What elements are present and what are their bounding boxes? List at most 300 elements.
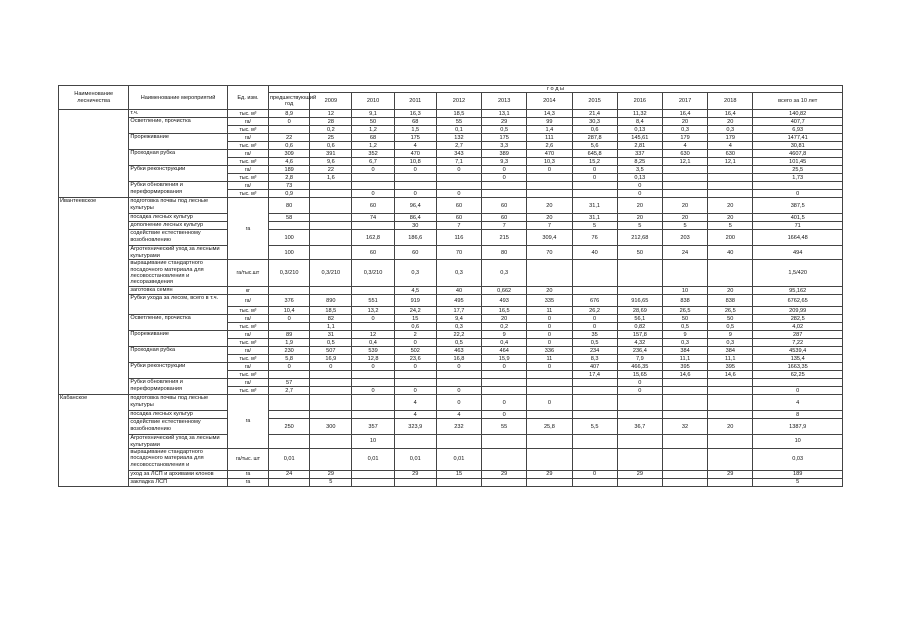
value-cell: 111 xyxy=(527,134,572,142)
activity-cell: Рубки ухода за лесом, всего в т.ч. xyxy=(129,295,227,315)
value-cell xyxy=(662,479,707,487)
table-row xyxy=(59,449,843,471)
total-cell: 401,5 xyxy=(753,214,843,222)
value-cell xyxy=(352,174,394,182)
value-cell: 2 xyxy=(394,331,436,339)
value-cell: 0 xyxy=(352,387,394,395)
value-cell: 20 xyxy=(617,198,662,214)
table-row xyxy=(59,287,843,295)
activity-cell: Проходная рубка xyxy=(129,347,227,363)
table-row xyxy=(59,118,843,126)
value-cell xyxy=(527,411,572,419)
value-cell: 60 xyxy=(482,198,527,214)
unit-cell: тыс. м³ xyxy=(227,126,268,134)
value-cell: 31 xyxy=(310,331,352,339)
activity-cell: Осветление, прочистка xyxy=(129,315,227,331)
value-cell xyxy=(310,449,352,471)
value-cell xyxy=(269,287,310,295)
total-cell: 0 xyxy=(753,387,843,395)
unit-cell: га/ xyxy=(227,134,268,142)
value-cell: 0 xyxy=(352,363,394,371)
value-cell xyxy=(269,479,310,487)
value-cell xyxy=(482,449,527,471)
value-cell: 0,662 xyxy=(482,287,527,295)
value-cell xyxy=(352,182,394,190)
value-cell: 384 xyxy=(662,347,707,355)
value-cell: 20 xyxy=(662,198,707,214)
value-cell: 189 xyxy=(269,166,310,174)
unit-cell: га xyxy=(227,198,268,260)
unit-cell: тыс. м³ xyxy=(227,387,268,395)
value-cell: 0,01 xyxy=(394,449,436,471)
activity-cell: выращивание стандартного посадочного материала для лесовосстановления и лесоразведения xyxy=(129,260,227,287)
value-cell: 9 xyxy=(482,331,527,339)
value-cell xyxy=(662,471,707,479)
value-cell: 336 xyxy=(527,347,572,355)
activity-cell: подготовка почвы под лесные культуры xyxy=(129,395,227,411)
value-cell: 5 xyxy=(572,222,617,230)
value-cell xyxy=(527,182,572,190)
value-cell: 55 xyxy=(436,118,481,126)
value-cell: 0,1 xyxy=(436,126,481,134)
value-cell: 0 xyxy=(527,323,572,331)
value-cell: 250 xyxy=(269,419,310,435)
value-cell: 337 xyxy=(617,150,662,158)
value-cell: 18,5 xyxy=(310,307,352,315)
value-cell: 29 xyxy=(617,471,662,479)
activity-cell: дополнение лесных культур xyxy=(129,222,227,230)
value-cell: 676 xyxy=(572,295,617,307)
header-year: 2016 xyxy=(617,93,662,110)
total-cell: 387,5 xyxy=(753,198,843,214)
value-cell: 0,3 xyxy=(662,339,707,347)
value-cell: 236,4 xyxy=(617,347,662,355)
value-cell: 11,1 xyxy=(708,355,753,363)
value-cell: 9 xyxy=(708,331,753,339)
value-cell: 60 xyxy=(482,214,527,222)
value-cell: 7 xyxy=(436,222,481,230)
value-cell: 20 xyxy=(617,214,662,222)
value-cell: 0 xyxy=(527,315,572,323)
value-cell xyxy=(708,435,753,449)
table-row xyxy=(59,246,843,260)
value-cell: 502 xyxy=(394,347,436,355)
value-cell: 203 xyxy=(662,230,707,246)
value-cell: 463 xyxy=(436,347,481,355)
unit-cell: тыс. м³ xyxy=(227,158,268,166)
total-cell: 407,7 xyxy=(753,118,843,126)
value-cell: 29 xyxy=(708,471,753,479)
total-cell: 95,162 xyxy=(753,287,843,295)
value-cell: 352 xyxy=(352,150,394,158)
value-cell xyxy=(482,435,527,449)
value-cell: 0,13 xyxy=(617,126,662,134)
value-cell: 630 xyxy=(662,150,707,158)
value-cell: 0 xyxy=(269,118,310,126)
value-cell: 60 xyxy=(352,246,394,260)
value-cell: 0,2 xyxy=(482,323,527,331)
unit-cell: тыс. м³ xyxy=(227,142,268,150)
total-cell: 10 xyxy=(753,435,843,449)
value-cell xyxy=(708,190,753,198)
total-cell: 1664,48 xyxy=(753,230,843,246)
value-cell: 80 xyxy=(269,198,310,214)
value-cell xyxy=(572,395,617,411)
value-cell: 7,9 xyxy=(617,355,662,363)
unit-cell: га/ xyxy=(227,363,268,371)
value-cell: 0 xyxy=(394,387,436,395)
value-cell: 5,6 xyxy=(572,142,617,150)
value-cell: 16,5 xyxy=(482,307,527,315)
unit-cell: га/ xyxy=(227,118,268,126)
unit-cell: га/ xyxy=(227,182,268,190)
value-cell xyxy=(617,287,662,295)
value-cell: 60 xyxy=(436,214,481,222)
value-cell: 24 xyxy=(662,246,707,260)
total-cell: 8 xyxy=(753,411,843,419)
value-cell xyxy=(708,387,753,395)
value-cell: 0 xyxy=(436,387,481,395)
value-cell: 28 xyxy=(310,118,352,126)
value-cell: 10 xyxy=(662,287,707,295)
value-cell xyxy=(662,449,707,471)
value-cell: 0 xyxy=(394,166,436,174)
value-cell: 10 xyxy=(352,435,394,449)
value-cell xyxy=(662,411,707,419)
value-cell: 82 xyxy=(310,315,352,323)
value-cell: 4,6 xyxy=(269,158,310,166)
value-cell: 357 xyxy=(352,419,394,435)
value-cell: 1,4 xyxy=(527,126,572,134)
value-cell: 212,68 xyxy=(617,230,662,246)
value-cell: 99 xyxy=(527,118,572,126)
document-page xyxy=(58,85,843,565)
value-cell xyxy=(527,449,572,471)
value-cell: 16,9 xyxy=(310,355,352,363)
value-cell xyxy=(310,190,352,198)
activity-cell: Рубки обновления и переформирования xyxy=(129,182,227,198)
value-cell: 1,6 xyxy=(310,174,352,182)
value-cell: 145,61 xyxy=(617,134,662,142)
unit-cell: га/тыс.шт xyxy=(227,260,268,287)
value-cell: 20 xyxy=(662,118,707,126)
table-row xyxy=(59,230,843,246)
value-cell: 0 xyxy=(482,174,527,182)
value-cell xyxy=(708,411,753,419)
unit-cell: га/ xyxy=(227,347,268,355)
value-cell xyxy=(310,198,352,214)
value-cell xyxy=(482,190,527,198)
value-cell: 0 xyxy=(572,315,617,323)
value-cell xyxy=(527,479,572,487)
value-cell: 4 xyxy=(708,142,753,150)
unit-cell: га/ xyxy=(227,315,268,323)
value-cell: 12 xyxy=(310,110,352,118)
value-cell: 0,3 xyxy=(394,260,436,287)
unit-cell: тыс. м³ xyxy=(227,174,268,182)
value-cell xyxy=(662,260,707,287)
value-cell xyxy=(482,182,527,190)
value-cell: 5 xyxy=(310,479,352,487)
value-cell: 215 xyxy=(482,230,527,246)
table-row xyxy=(59,315,843,323)
value-cell: 15 xyxy=(394,315,436,323)
value-cell xyxy=(310,411,352,419)
unit-cell: тыс. м³ xyxy=(227,355,268,363)
value-cell: 20 xyxy=(708,198,753,214)
activity-cell: посадка лесных культур xyxy=(129,214,227,222)
value-cell: 0,01 xyxy=(352,449,394,471)
table-row xyxy=(59,222,843,230)
value-cell: 24 xyxy=(269,471,310,479)
unit-cell: га xyxy=(227,471,268,479)
table-row xyxy=(59,395,843,411)
value-cell: 22 xyxy=(269,134,310,142)
total-cell: 189 xyxy=(753,471,843,479)
table-row xyxy=(59,379,843,387)
value-cell: 50 xyxy=(352,118,394,126)
value-cell: 0 xyxy=(482,166,527,174)
total-cell: 135,4 xyxy=(753,355,843,363)
value-cell: 12,1 xyxy=(708,158,753,166)
value-cell: 0 xyxy=(527,339,572,347)
value-cell: 162,8 xyxy=(352,230,394,246)
value-cell xyxy=(572,387,617,395)
value-cell: 20 xyxy=(527,214,572,222)
value-cell xyxy=(572,182,617,190)
value-cell: 645,8 xyxy=(572,150,617,158)
header-year: 2015 xyxy=(572,93,617,110)
value-cell: 0,5 xyxy=(662,323,707,331)
value-cell xyxy=(310,395,352,411)
value-cell: 838 xyxy=(708,295,753,307)
table-row xyxy=(59,435,843,449)
total-cell: 30,81 xyxy=(753,142,843,150)
header-year: 2018 xyxy=(708,93,753,110)
value-cell: 22,2 xyxy=(436,331,481,339)
value-cell: 40 xyxy=(572,246,617,260)
value-cell: 0 xyxy=(394,339,436,347)
value-cell: 60 xyxy=(394,246,436,260)
value-cell: 0 xyxy=(482,411,527,419)
value-cell: 0,6 xyxy=(269,142,310,150)
value-cell: 29 xyxy=(482,471,527,479)
header-year: 2010 xyxy=(352,93,394,110)
value-cell: 15,2 xyxy=(572,158,617,166)
value-cell: 0 xyxy=(436,363,481,371)
value-cell: 407 xyxy=(572,363,617,371)
header-activity: Наименование мероприятий xyxy=(129,86,227,110)
value-cell: 3,5 xyxy=(617,166,662,174)
value-cell: 13,2 xyxy=(352,307,394,315)
value-cell: 14,3 xyxy=(527,110,572,118)
value-cell: 29 xyxy=(394,471,436,479)
value-cell: 0,3 xyxy=(482,260,527,287)
activity-cell: Рубки обновления и переформирования xyxy=(129,379,227,395)
value-cell: 287,8 xyxy=(572,134,617,142)
total-cell: 0 xyxy=(753,190,843,198)
total-cell: 0,03 xyxy=(753,449,843,471)
value-cell: 89 xyxy=(269,331,310,339)
value-cell: 916,65 xyxy=(617,295,662,307)
value-cell: 0,6 xyxy=(572,126,617,134)
value-cell xyxy=(352,479,394,487)
table-row xyxy=(59,260,843,287)
value-cell xyxy=(269,371,310,379)
value-cell: 0,82 xyxy=(617,323,662,331)
value-cell: 470 xyxy=(394,150,436,158)
unit-cell: га/тыс. шт xyxy=(227,449,268,471)
value-cell: 50 xyxy=(617,246,662,260)
value-cell xyxy=(352,371,394,379)
value-cell xyxy=(708,479,753,487)
table-row xyxy=(59,411,843,419)
value-cell: 0,01 xyxy=(436,449,481,471)
value-cell xyxy=(662,395,707,411)
value-cell xyxy=(436,371,481,379)
value-cell: 2,81 xyxy=(617,142,662,150)
value-cell: 55 xyxy=(482,419,527,435)
total-cell: 287 xyxy=(753,331,843,339)
value-cell: 391 xyxy=(310,150,352,158)
value-cell: 157,8 xyxy=(617,331,662,339)
value-cell xyxy=(527,379,572,387)
value-cell xyxy=(269,126,310,134)
value-cell: 0,3/210 xyxy=(352,260,394,287)
value-cell: 14,6 xyxy=(662,371,707,379)
value-cell xyxy=(269,435,310,449)
value-cell: 0,3 xyxy=(708,339,753,347)
header-row-group xyxy=(59,86,843,93)
value-cell: 40 xyxy=(436,287,481,295)
value-cell: 26,2 xyxy=(572,307,617,315)
value-cell: 539 xyxy=(352,347,394,355)
value-cell: 73 xyxy=(269,182,310,190)
value-cell xyxy=(394,379,436,387)
value-cell: 0,3 xyxy=(708,126,753,134)
value-cell: 14,6 xyxy=(708,371,753,379)
value-cell: 0 xyxy=(617,387,662,395)
value-cell: 74 xyxy=(352,214,394,222)
activity-cell: уход за ЛСП и архивами клонов xyxy=(129,471,227,479)
value-cell xyxy=(708,449,753,471)
value-cell: 5,8 xyxy=(269,355,310,363)
value-cell: 15,65 xyxy=(617,371,662,379)
unit-cell: тыс. м³ xyxy=(227,307,268,315)
org-cell xyxy=(59,110,129,198)
activity-cell: Рубки реконструкции xyxy=(129,363,227,379)
value-cell: 4 xyxy=(394,411,436,419)
value-cell: 507 xyxy=(310,347,352,355)
org-cell: Ивантеевское xyxy=(59,198,129,395)
value-cell xyxy=(269,222,310,230)
value-cell: 9,3 xyxy=(482,158,527,166)
value-cell: 0 xyxy=(352,315,394,323)
value-cell: 493 xyxy=(482,295,527,307)
value-cell xyxy=(310,182,352,190)
value-cell: 3,3 xyxy=(482,142,527,150)
value-cell: 0 xyxy=(436,166,481,174)
table-row xyxy=(59,214,843,222)
value-cell xyxy=(527,387,572,395)
value-cell: 7,1 xyxy=(436,158,481,166)
total-cell: 282,5 xyxy=(753,315,843,323)
value-cell xyxy=(394,182,436,190)
value-cell xyxy=(310,246,352,260)
total-cell: 5 xyxy=(753,479,843,487)
value-cell xyxy=(482,371,527,379)
value-cell: 11,1 xyxy=(662,355,707,363)
value-cell: 389 xyxy=(482,150,527,158)
value-cell: 20 xyxy=(482,315,527,323)
value-cell xyxy=(708,379,753,387)
value-cell xyxy=(662,379,707,387)
table-row xyxy=(59,479,843,487)
value-cell xyxy=(352,379,394,387)
total-cell: 4 xyxy=(753,395,843,411)
value-cell xyxy=(436,174,481,182)
value-cell: 0,4 xyxy=(482,339,527,347)
value-cell: 0,6 xyxy=(310,142,352,150)
value-cell: 60 xyxy=(352,198,394,214)
value-cell: 22 xyxy=(310,166,352,174)
total-cell: 71 xyxy=(753,222,843,230)
activity-cell: содействие естественному возобновлению xyxy=(129,230,227,246)
value-cell: 2,8 xyxy=(269,174,310,182)
table-row xyxy=(59,166,843,174)
value-cell: 0,13 xyxy=(617,174,662,182)
value-cell: 323,9 xyxy=(394,419,436,435)
value-cell: 5 xyxy=(662,222,707,230)
value-cell xyxy=(617,411,662,419)
value-cell: 29 xyxy=(310,471,352,479)
value-cell xyxy=(527,435,572,449)
value-cell: 9 xyxy=(662,331,707,339)
value-cell xyxy=(572,449,617,471)
value-cell: 0,3/210 xyxy=(269,260,310,287)
value-cell: 17,7 xyxy=(436,307,481,315)
value-cell xyxy=(617,435,662,449)
value-cell: 100 xyxy=(269,230,310,246)
value-cell xyxy=(310,230,352,246)
total-cell: 140,82 xyxy=(753,110,843,118)
total-cell: 1663,35 xyxy=(753,363,843,371)
unit-cell: тыс. м³ xyxy=(227,110,268,118)
value-cell xyxy=(352,287,394,295)
value-cell: 8,25 xyxy=(617,158,662,166)
value-cell: 17,4 xyxy=(572,371,617,379)
value-cell: 20 xyxy=(708,214,753,222)
value-cell: 395 xyxy=(708,363,753,371)
value-cell xyxy=(527,371,572,379)
value-cell xyxy=(352,411,394,419)
unit-cell: га/ xyxy=(227,379,268,387)
value-cell xyxy=(572,379,617,387)
activity-cell: Рубки реконструкции xyxy=(129,166,227,182)
value-cell xyxy=(527,190,572,198)
activity-cell: т.ч. xyxy=(129,110,227,118)
value-cell xyxy=(662,166,707,174)
value-cell: 0 xyxy=(527,166,572,174)
unit-cell: кг xyxy=(227,287,268,295)
value-cell xyxy=(662,182,707,190)
value-cell: 20 xyxy=(662,214,707,222)
value-cell: 7 xyxy=(482,222,527,230)
value-cell: 232 xyxy=(436,419,481,435)
value-cell: 309 xyxy=(269,150,310,158)
value-cell xyxy=(617,260,662,287)
value-cell: 0 xyxy=(617,182,662,190)
